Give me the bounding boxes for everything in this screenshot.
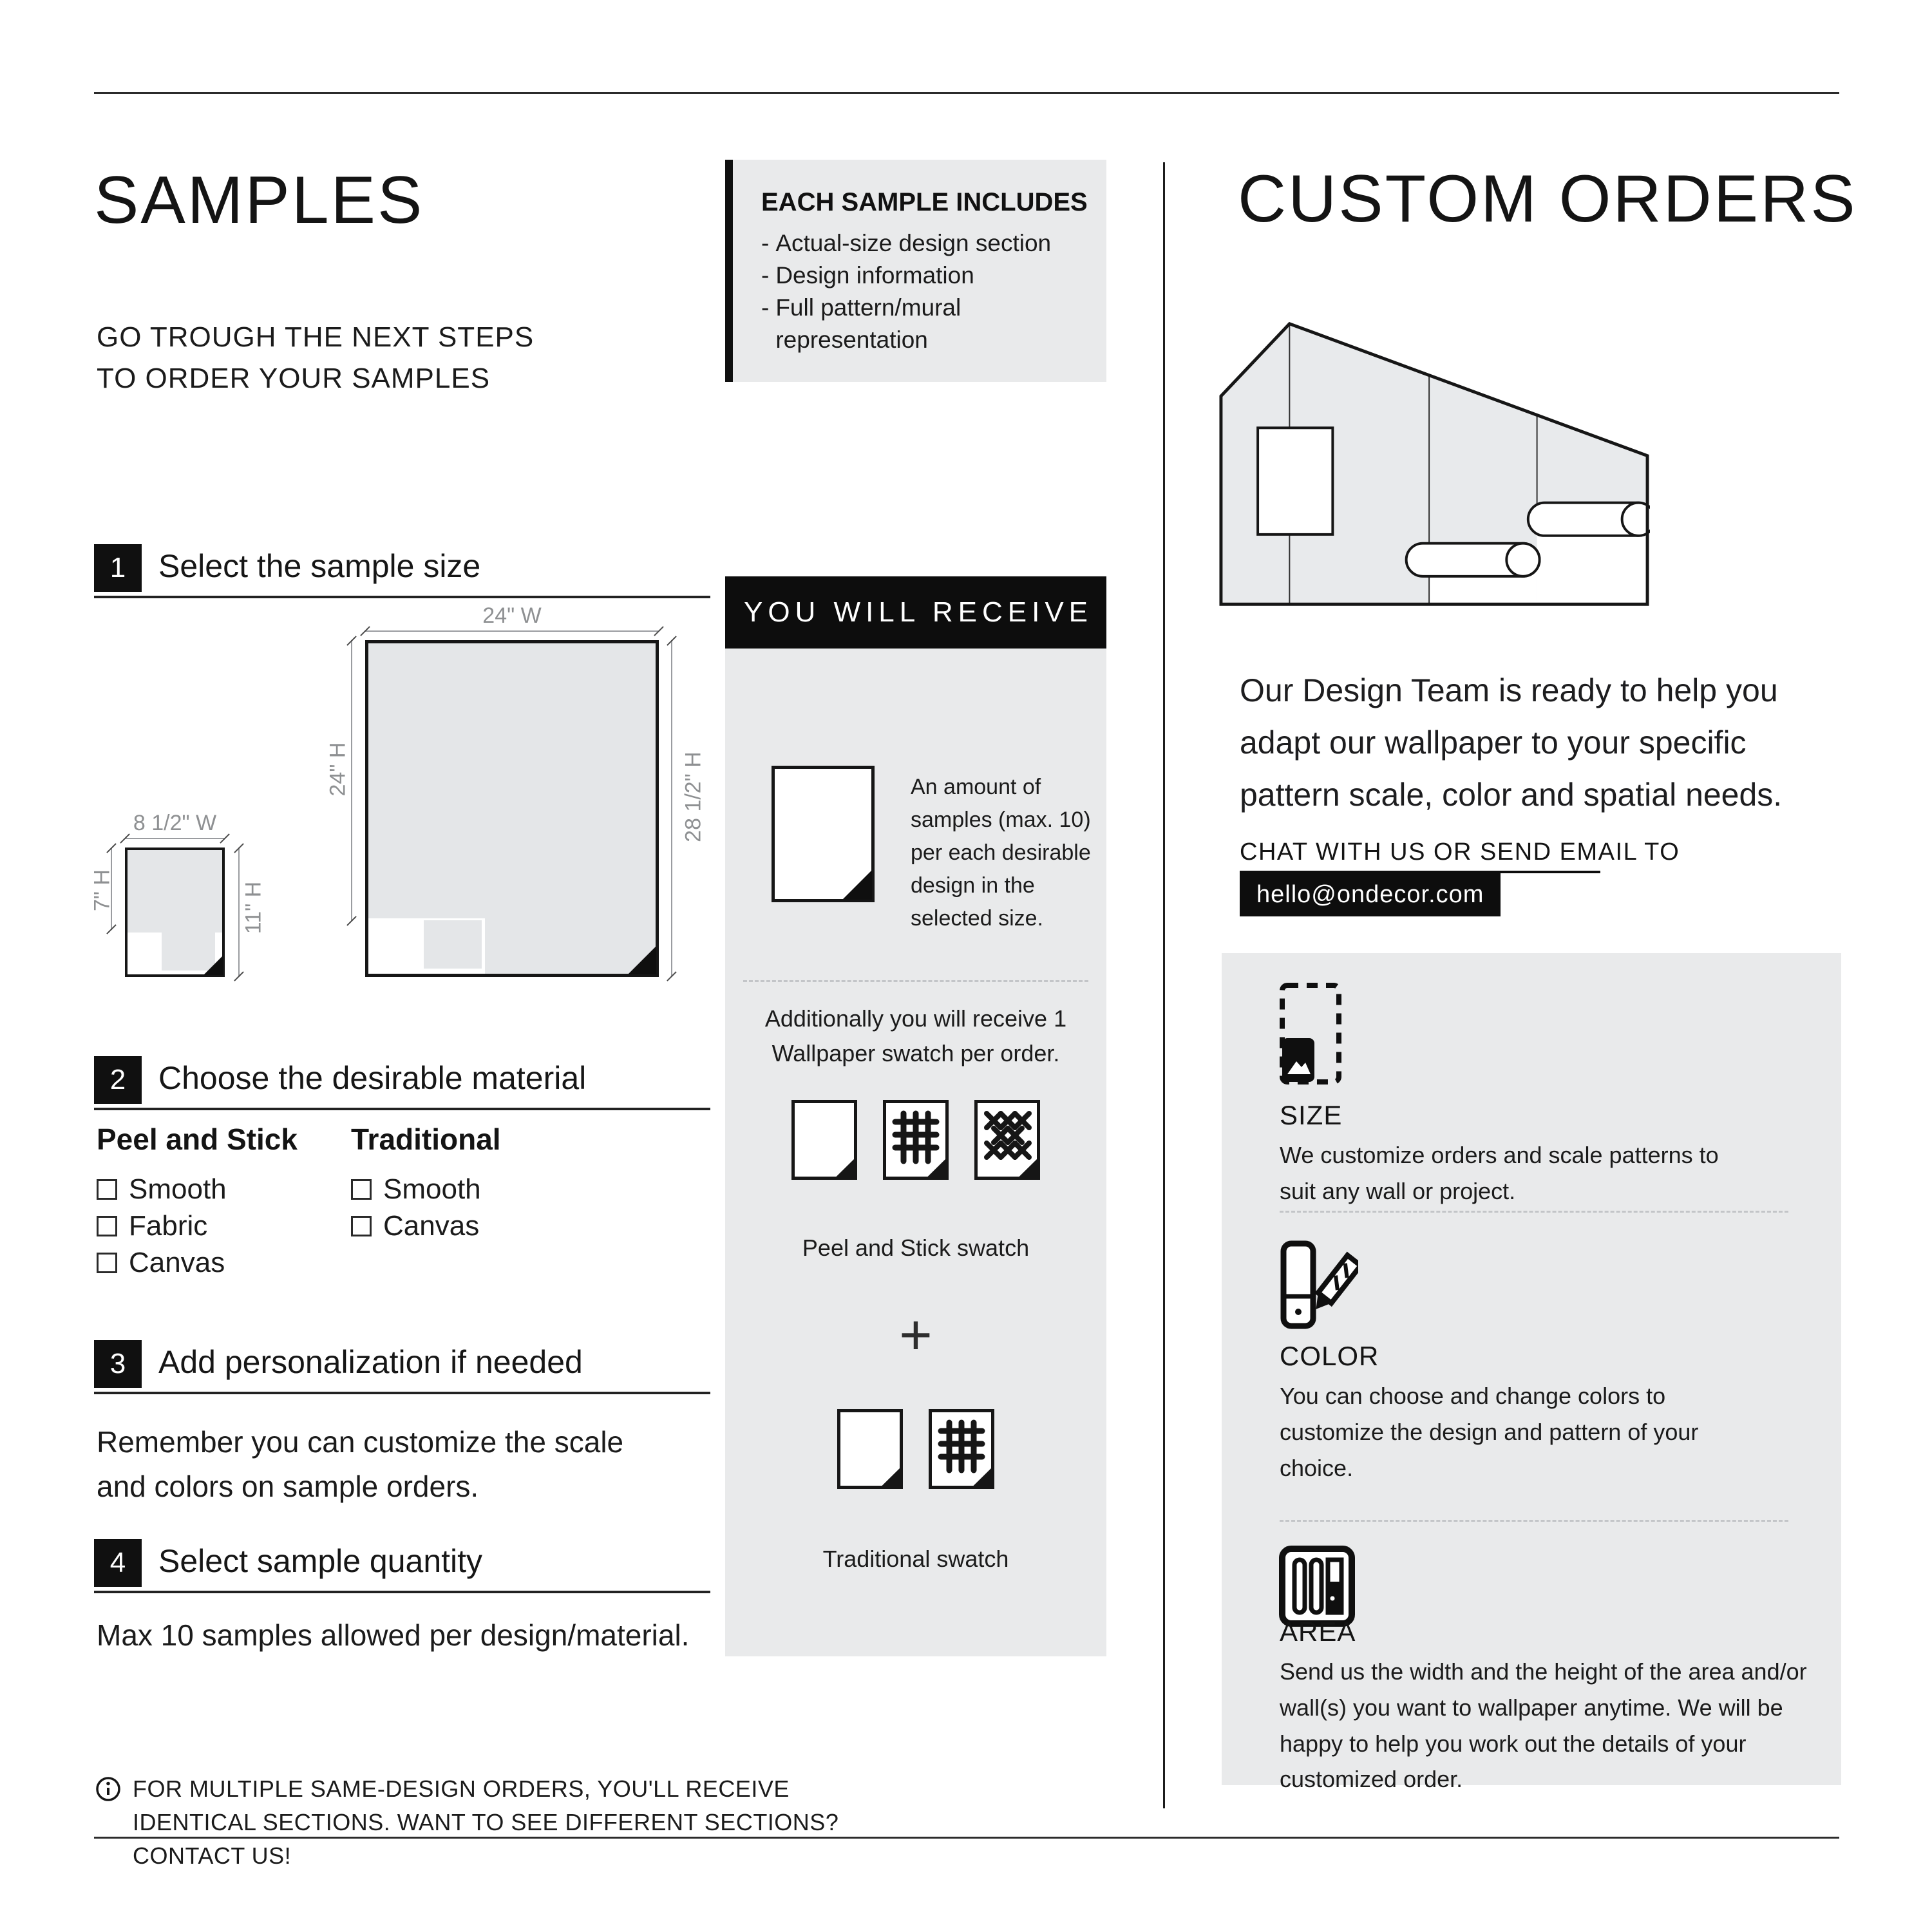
step-1-number-badge: 1 xyxy=(94,544,142,592)
material-option-label: Canvas xyxy=(383,1209,480,1242)
large-width-label: 24" W xyxy=(482,603,542,628)
house-wallpaper-illustration xyxy=(1218,321,1650,607)
large-sample-inset xyxy=(424,920,482,969)
small-height-right-dim-line xyxy=(238,848,240,977)
small-height-left-label: 7" H xyxy=(90,869,115,911)
small-sample-sheet xyxy=(125,848,225,977)
custom-orders-title: CUSTOM ORDERS xyxy=(1238,162,1857,236)
includes-item-text: Actual-size design section xyxy=(775,230,1052,256)
material-option-row xyxy=(351,1208,501,1244)
material-option-row xyxy=(97,1208,298,1244)
custom-orders-intro xyxy=(1240,665,1782,821)
material-option-label: Fabric xyxy=(129,1209,208,1242)
small-height-right-label: 11" H xyxy=(241,881,266,934)
samples-title: SAMPLES xyxy=(94,163,424,238)
large-width-dim-line xyxy=(365,630,659,632)
peel-and-stick-material-list xyxy=(97,1122,298,1281)
step-2-number-badge: 2 xyxy=(94,1056,142,1104)
peel-and-stick-swatch-icons xyxy=(725,1099,1106,1180)
feature-color-text: You can choose and change colors to customize the design and pattern of your choice. xyxy=(1280,1383,1699,1481)
large-height-left-dim-line xyxy=(351,640,352,922)
step-3-title: Add personalization if needed xyxy=(158,1344,583,1380)
size-crop-icon xyxy=(1278,981,1343,1086)
step-2-title: Choose the desirable material xyxy=(158,1060,587,1096)
additional-text: Additionally you will receive 1 Wallpaper swatch per order. xyxy=(764,1005,1067,1066)
step-4-body: Max 10 samples allowed per design/material. xyxy=(97,1618,690,1652)
bullet: - xyxy=(761,230,770,256)
feature-area-text: Send us the width and the height of the area and/or wall(s) you want to wallpaper anytime. We will be happy to help you work out the details of your customized order. xyxy=(1280,1658,1807,1793)
receive-text: An amount of samples (max. 10) per each desirable design in the selected size. xyxy=(911,775,1091,931)
custom-intro-line: pattern scale, color and spatial needs. xyxy=(1240,777,1783,813)
traditional-material-list xyxy=(351,1122,501,1244)
plain-swatch-icon xyxy=(837,1408,904,1490)
material-option-label: Smooth xyxy=(383,1173,481,1205)
step-3-number-badge: 3 xyxy=(94,1340,142,1388)
email-address-badge[interactable]: hello@ondecor.com xyxy=(1240,873,1501,916)
peel-swatch-label: Peel and Stick swatch xyxy=(802,1235,1030,1261)
each-sample-includes-box xyxy=(725,160,1106,382)
feature-area-heading: AREA xyxy=(1280,1616,1356,1647)
plus-icon: + xyxy=(899,1303,933,1367)
material-option-label: Canvas xyxy=(129,1246,225,1278)
feature-color-heading: COLOR xyxy=(1280,1341,1379,1371)
traditional-swatch-label: Traditional swatch xyxy=(822,1546,1009,1572)
step-2-header xyxy=(94,1056,710,1110)
grid-swatch-icon xyxy=(928,1408,995,1490)
step-3-body: Remember you can customize the scale and colors on sample orders. xyxy=(97,1425,624,1503)
color-swatches-icon xyxy=(1278,1240,1358,1330)
note-text: FOR MULTIPLE SAME-DESIGN ORDERS, YOU'LL RECEIVE IDENTICAL SECTIONS. WANT TO SEE DIFFERENT SECTIONS? CONTACT US! xyxy=(133,1776,839,1870)
crosshatch-swatch-icon xyxy=(974,1099,1041,1180)
info-icon xyxy=(94,1775,122,1803)
you-will-receive-header: YOU WILL RECEIVE xyxy=(725,576,1106,649)
you-will-receive-panel xyxy=(725,649,1106,1656)
large-height-left-label: 24" H xyxy=(325,742,350,797)
checkbox-peel-fabric[interactable] xyxy=(97,1216,117,1236)
folded-corner-icon xyxy=(628,946,656,974)
material-option-row xyxy=(97,1244,298,1281)
includes-item xyxy=(761,227,1064,260)
material-option-row xyxy=(351,1171,501,1208)
sample-size-diagram xyxy=(84,602,706,998)
folded-corner-icon xyxy=(842,870,872,900)
checkbox-traditional-canvas[interactable] xyxy=(351,1216,372,1236)
bottom-note xyxy=(94,1772,905,1873)
folded-corner-icon xyxy=(204,956,223,975)
step-4-title: Select sample quantity xyxy=(158,1543,483,1579)
step-1-title: Select the sample size xyxy=(158,548,481,584)
sample-paper-icon xyxy=(772,766,875,902)
dashed-divider xyxy=(743,980,1088,982)
samples-intro-line: TO ORDER YOUR SAMPLES xyxy=(97,362,491,394)
includes-title: EACH SAMPLE INCLUDES xyxy=(761,188,1088,216)
column-divider xyxy=(1163,162,1165,1808)
bullet: - xyxy=(761,294,770,321)
grid-swatch-icon xyxy=(882,1099,949,1180)
checkbox-traditional-smooth[interactable] xyxy=(351,1179,372,1200)
includes-item-text: Design information xyxy=(775,261,974,289)
material-option-label: Smooth xyxy=(129,1173,227,1205)
large-height-right-label: 28 1/2" H xyxy=(681,752,706,842)
large-sample-white-area xyxy=(368,918,485,974)
custom-orders-panel xyxy=(1222,953,1841,1793)
peel-and-stick-title: Peel and Stick xyxy=(97,1122,298,1156)
traditional-swatch-icons xyxy=(725,1408,1106,1490)
large-height-right-dim-line xyxy=(671,640,672,977)
feature-size-text: We customize orders and scale patterns to suit any wall or project. xyxy=(1280,1142,1719,1204)
samples-intro xyxy=(97,317,534,399)
step-1-header xyxy=(94,544,710,598)
step-4-header xyxy=(94,1539,710,1593)
step-4-number-badge: 4 xyxy=(94,1539,142,1587)
traditional-title: Traditional xyxy=(351,1122,501,1156)
feature-size-heading: SIZE xyxy=(1280,1100,1343,1130)
plain-swatch-icon xyxy=(791,1099,858,1180)
large-sample-sheet xyxy=(365,640,659,977)
material-option-row xyxy=(97,1171,298,1208)
includes-item-text: Full pattern/mural representation xyxy=(775,294,961,353)
step-3-header xyxy=(94,1340,710,1394)
area-wall-icon xyxy=(1278,1546,1356,1627)
includes-item xyxy=(761,260,1064,292)
dashed-divider xyxy=(1280,1211,1788,1213)
custom-intro-line: adapt our wallpaper to your specific xyxy=(1240,724,1747,761)
top-rule xyxy=(94,92,1839,94)
dashed-divider xyxy=(1280,1520,1788,1522)
checkbox-peel-canvas[interactable] xyxy=(97,1253,117,1273)
checkbox-peel-smooth[interactable] xyxy=(97,1179,117,1200)
chat-label: CHAT WITH US OR SEND EMAIL TO xyxy=(1240,838,1680,866)
small-width-dim-line xyxy=(125,838,225,839)
bullet: - xyxy=(761,261,770,289)
includes-item xyxy=(761,292,1064,356)
custom-intro-line: Our Design Team is ready to help you xyxy=(1240,672,1778,708)
small-width-label: 8 1/2" W xyxy=(133,811,217,835)
samples-intro-line: GO TROUGH THE NEXT STEPS xyxy=(97,321,535,353)
small-sample-design-area xyxy=(128,850,222,933)
